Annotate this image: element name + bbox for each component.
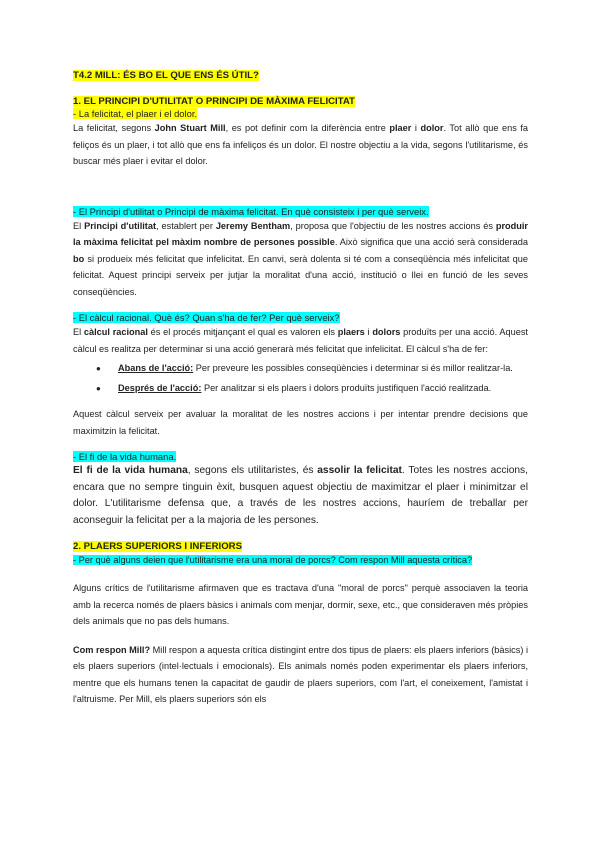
paragraph-happiness: La felicitat, segons John Stuart Mill, es pot definir com la diferència entre plaer i dolor. Tot allò que ens fa feliços és un plaer, i tot allò que ens fa infeliços és un dolor. El nostre objectiu a la vida, segons l'utilitarisme, és buscar més plaer i evitar el dolor. [73, 123, 529, 166]
section-1-subheading-utility-principle: - El Principi d'utilitat o Principi de màxima felicitat. En què consisteix i per què serveix. [73, 205, 429, 217]
list-item-before-action: ● Abans de l'acció: Per preveure les possibles conseqüències i determinar si és millor realitzar-la. [96, 361, 528, 377]
section-1-subheading-rational-calculation: - El càlcul racional. Què és? Quan s'ha de fer? Per què serveix? [73, 312, 340, 323]
section-1-heading: 1. EL PRINCIPI D'UTILITAT O PRINCIPI DE MÀXIMA FELICITAT [73, 96, 355, 107]
document-title: T4.2 MILL: ÉS BO EL QUE ENS ÉS ÚTIL? [73, 70, 259, 81]
list-item-after-action: ● Després de l'acció: Per analitzar si els plaers i dolors produïts justifiquen l'acció realitzada. [96, 381, 528, 397]
bullet-dot-icon: ● [96, 383, 101, 393]
section-1-subheading-end-of-life: - El fi de la vida humana. [73, 451, 177, 462]
section-2-heading: 2. PLAERS SUPERIORS I INFERIORS [73, 541, 242, 552]
paragraph-utility-principle: El Principi d'utilitat, establert per Jeremy Bentham, proposa que l'objectiu de les nostres accions és produir la màxima felicitat pel màxim nombre de persones possible. Això significa que una acció serà considerada bo si produeix més felicitat que infelicitat. En canvi, serà dolenta si té com a conseqüència més infelicitat que felicitat. Aquest principi serveix per jutjar la moralitat d'una acció, institució o llei en funció de les seves conseqüències. [73, 220, 528, 297]
paragraph-calculation-purpose: Aquest càlcul serveix per avaluar la moralitat de les nostres accions i per intentar prendre decisions que maximitzin la felicitat. [73, 409, 528, 436]
paragraph-critics: Alguns crítics de l'utilitarisme afirmaven que es tractava d'una "moral de porcs" perquè associaven la teoria amb la recerca només de plaers bàsics i animals com menjar, dormir, sexe, etc., que consideraven més pròpies dels animals que no pas dels humans. [73, 583, 528, 626]
calculation-timing-list [73, 361, 528, 396]
paragraph-mill-response: Com respon Mill? Mill respon a aquesta crítica distingint entre dos tipus de plaers: els plaers inferiors (bàsics) i els plaers superiors (intel·lectuals i emocionals). Els animals només poden experimentar els plaers inferiors, mentre que els humans tenen la capacitat de gaudir de plaers superiors, com l'art, el coneixement, l'amistat i l'altruisme. Per Mill, els plaers superiors són els [73, 644, 529, 704]
section-2-subheading-pig-morality: - Per què alguns deien que l'utilitarisme era una moral de porcs? Com respon Mill aquesta crítica? [73, 555, 473, 565]
paragraph-rational-calculation: El càlcul racional és el procés mitjançant el qual es valoren els plaers i dolors produïts per una acció. Aquest càlcul es realitza per determinar si una acció generarà més felicitat que infelicitat. El càlcul s'ha de fer: [73, 327, 528, 354]
bullet-dot-icon: ● [96, 364, 101, 373]
paragraph-end-of-life: El fi de la vida humana, segons els utilitaristes, és assolir la felicitat. Totes les nostres accions, encara que no sempre tinguin èxit, busquen aquest objectiu de maximitzar el plaer i minimitzar el dolor. L'utilitarisme defensa que, a través de les nostres accions, hauríem de treballar per aconseguir la felicitat per a la majoria de les persones. [73, 465, 528, 526]
section-1-subheading-pleasure: - La felicitat, el plaer i el dolor. [73, 108, 198, 119]
